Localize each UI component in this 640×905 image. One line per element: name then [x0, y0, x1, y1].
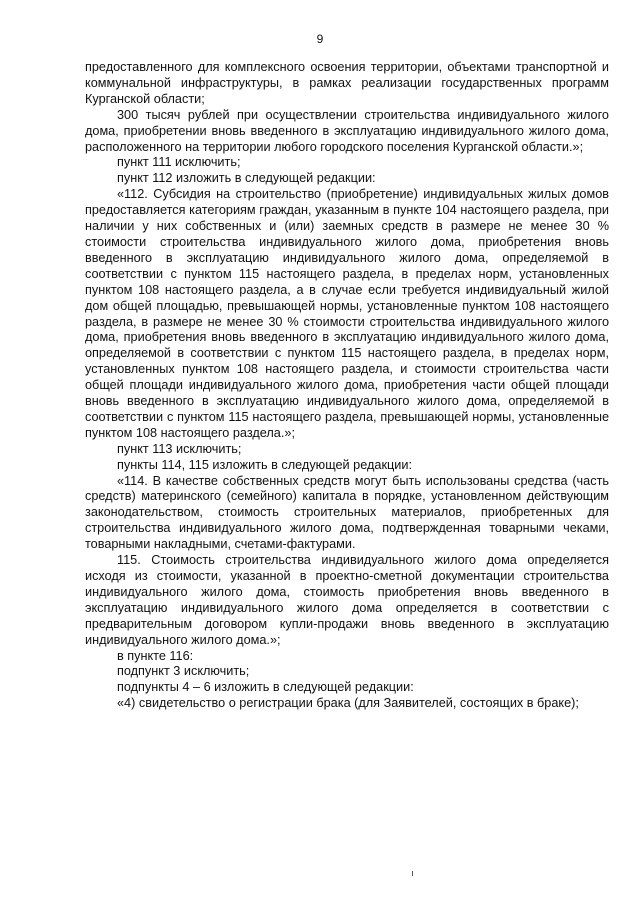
paragraph: пункт 111 исключить; — [117, 155, 241, 170]
paragraph: предоставленного для комплексного освоения территории, объектами транспортной и коммунальной инфраструктуры, в рамках реализации государственных программ Курганской области; — [85, 60, 609, 106]
paragraph: подпункты 4 – 6 изложить в следующей редакции: — [117, 680, 414, 695]
paragraph: в пункте 116: — [117, 648, 194, 663]
page-number: 9 — [316, 32, 324, 46]
paragraph: подпункт 3 исключить; — [117, 664, 250, 679]
paragraph: «4) свидетельство о регистрации брака (для Заявителей, состоящих в браке); — [117, 696, 579, 711]
document-body — [85, 60, 609, 712]
paragraph: пункты 114, 115 изложить в следующей редакции: — [117, 457, 412, 472]
paragraph: пункт 112 изложить в следующей редакции: — [117, 171, 376, 186]
paragraph: «112. Субсидия на строительство (приобретение) индивидуальных жилых домов предоставляется категориям граждан, указанным в пункте 104 настоящего раздела, при наличии у них собственных и (или) заемных средств в размере не менее 30 % стоимости строительства индивидуального жилого дома, приобретения вновь введенного в эксплуатацию индивидуального жилого дома, определяемой в соответствии с пунктом 115 настоящего раздела, в пределах норм, установленных пунктом 108 настоящего раздела, а в случае если требуется индивидуальный жилой дом общей площадью, превышающей нормы, установленные пунктом 108 настоящего раздела, в размере не менее 30 % стоимости строительства индивидуального жилого дома, приобретения вновь введенного в эксплуатацию индивидуального жилого дома, определяемой в соответствии с пунктом 115 настоящего раздела, в пределах норм, установленных пунктом 108 настоящего раздела, и стоимости строительства части общей площади индивидуального жилого дома, приобретения части общей площади вновь введенного в эксплуатацию индивидуального жилого дома, определяемой в соответствии с пунктом 115 настоящего раздела, превышающей нормы, установленные пунктом 108 настоящего раздела.»; — [85, 187, 609, 440]
scan-artifact — [412, 871, 413, 876]
paragraph: 115. Стоимость строительства индивидуального жилого дома определяется исходя из стоимости, указанной в проектно-сметной документации строительства индивидуального жилого дома, стоимость приобретения вновь введенного в эксплуатацию индивидуального жилого дома определяется в соответствии с предварительным договором купли-продажи вновь введенного в эксплуатацию индивидуального жилого дома.»; — [85, 553, 609, 647]
paragraph: 300 тысяч рублей при осуществлении строительства индивидуального жилого дома, приобретении вновь введенного в эксплуатацию индивидуального жилого дома, расположенного на территории любого городского поселения Курганской области.»; — [85, 107, 609, 154]
paragraph: пункт 113 исключить; — [117, 441, 242, 456]
paragraph: «114. В качестве собственных средств могут быть использованы средства (часть средств) материнского (семейного) капитала в порядке, установленном действующим законодательством, стоимость строительных материалов, приобретенных для строительства индивидуального жилого дома, подтвержденная товарными чеками, товарными накладными, счетами-фактурами. — [85, 473, 609, 552]
